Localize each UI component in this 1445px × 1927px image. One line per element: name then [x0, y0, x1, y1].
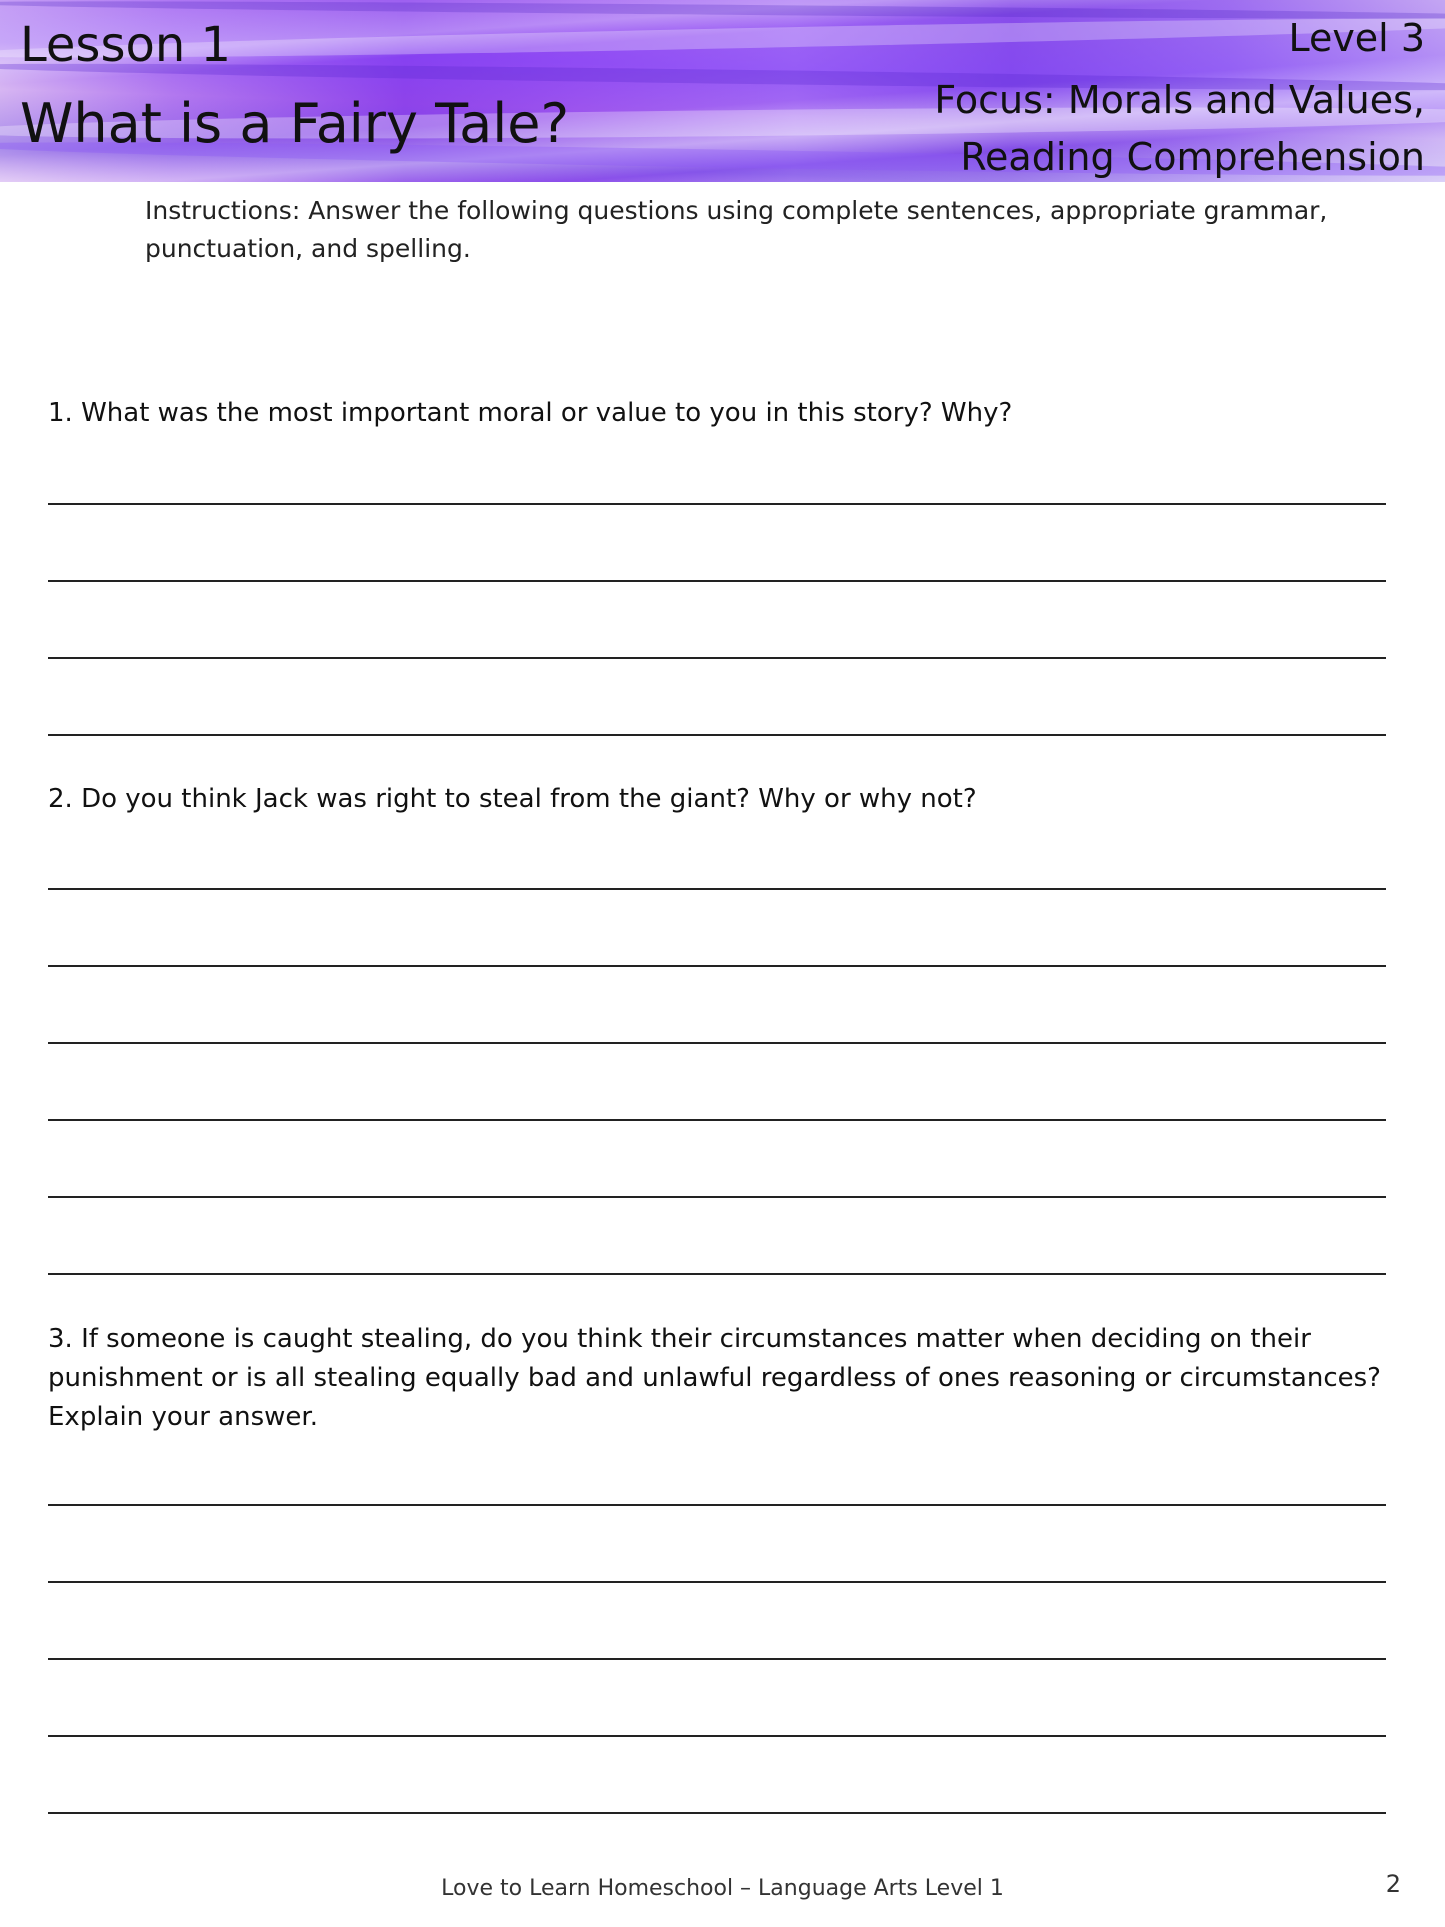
answer-line[interactable]	[48, 503, 1386, 505]
lesson-label: Lesson 1	[20, 17, 232, 73]
question-2: 2. Do you think Jack was right to steal from the giant? Why or why not?	[48, 784, 977, 814]
answer-line[interactable]	[48, 1658, 1386, 1660]
focus-line-2: Reading Comprehension	[960, 135, 1425, 179]
question-3: 3. If someone is caught stealing, do you think their circumstances matter when deciding on their punishment or is all stealing equally bad and unlawful regardless of ones reasoning or circumstances? Explain your answer.	[48, 1324, 1381, 1432]
answer-line[interactable]	[48, 1504, 1386, 1506]
answer-line[interactable]	[48, 657, 1386, 659]
answer-line[interactable]	[48, 965, 1386, 967]
page-number: 2	[1385, 1870, 1401, 1898]
answer-line[interactable]	[48, 580, 1386, 582]
answer-line[interactable]	[48, 1196, 1386, 1198]
answer-line[interactable]	[48, 888, 1386, 890]
focus-label	[934, 72, 1425, 182]
answer-line[interactable]	[48, 1119, 1386, 1121]
answer-line[interactable]	[48, 1042, 1386, 1044]
answer-line[interactable]	[48, 734, 1386, 736]
level-label: Level 3	[1288, 16, 1425, 60]
instructions-text: Instructions: Answer the following questions using complete sentences, appropriate grammar, punctuation, and spelling.	[145, 196, 1328, 263]
answer-line[interactable]	[48, 1735, 1386, 1737]
answer-line[interactable]	[48, 1581, 1386, 1583]
question-1: 1. What was the most important moral or value to you in this story? Why?	[48, 398, 1013, 428]
footer-text: Love to Learn Homeschool – Language Arts Level 1	[441, 1876, 1004, 1901]
answer-line[interactable]	[48, 1812, 1386, 1814]
focus-line-1: Focus: Morals and Values,	[934, 78, 1425, 122]
answer-line[interactable]	[48, 1273, 1386, 1275]
lesson-title: What is a Fairy Tale?	[20, 92, 570, 155]
header-banner	[0, 0, 1445, 182]
